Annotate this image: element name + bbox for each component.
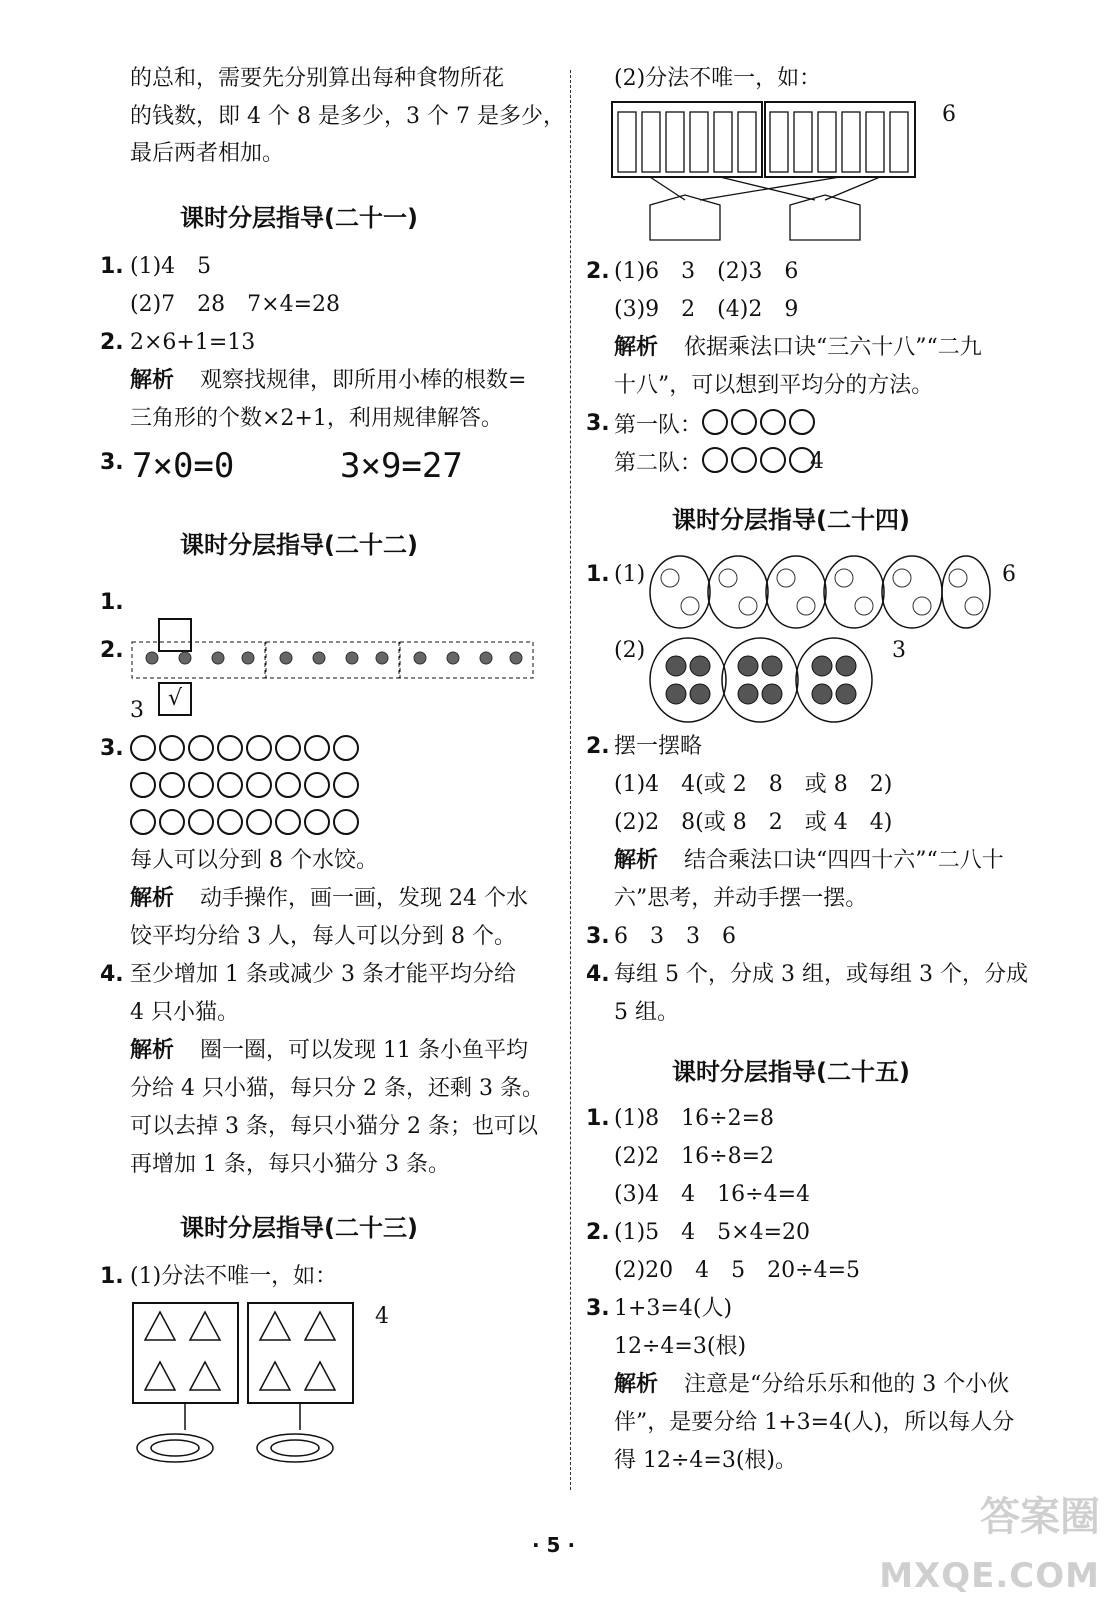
analysis-label: 解析	[614, 335, 659, 360]
answer-line: 2×6+1=13	[130, 330, 256, 355]
q-number: 1.	[100, 590, 124, 615]
analysis-label: 解析	[130, 886, 175, 911]
answer-line: 5 组。	[614, 1000, 679, 1025]
team-1	[614, 409, 818, 441]
team-1-label: 第一队：	[614, 413, 703, 438]
q-number: 1.	[586, 562, 610, 587]
watermark-logo: 答案圈	[980, 1494, 1100, 1540]
intro-line-2: 的钱数，即 4 个 8 是多少，3 个 7 是多少，	[130, 104, 565, 129]
oranges-grouping-figure	[648, 552, 993, 632]
analysis-text: 饺平均分给 3 人，每人可以分到 8 个。	[130, 924, 516, 949]
plants-grouping-figure	[130, 640, 535, 682]
q-number: 1.	[100, 1264, 124, 1289]
dumpling-row-2	[130, 772, 362, 804]
intro-line-3: 最后两者相加。	[130, 141, 285, 166]
section-title-25: 课时分层指导(二十五)	[672, 1058, 910, 1086]
answer-value: 6	[942, 102, 956, 127]
answer-line: 4 只小猫。	[130, 1000, 239, 1025]
answer-value: 4	[810, 449, 824, 474]
answer-value: 4	[375, 1304, 389, 1329]
analysis-label: 解析	[130, 368, 175, 393]
answer-line: (1)5 4 5×4=20	[614, 1220, 811, 1245]
q-number: 3.	[586, 924, 610, 949]
analysis-text: 依据乘法口诀“三六十八”“二九	[684, 335, 982, 360]
dumpling-row-3	[130, 809, 362, 841]
q-number: 4.	[100, 962, 124, 987]
section-title-24: 课时分层指导(二十四)	[672, 506, 910, 534]
answer-line: (2)2 8(或 8 2 或 4 4)	[614, 810, 893, 835]
answer-line: (1)6 3 (2)3 6	[614, 259, 799, 284]
analysis-text: 圈一圈，可以发现 11 条小鱼平均	[200, 1038, 528, 1063]
answer-line: (2)20 4 5 20÷4=5	[614, 1258, 861, 1283]
analysis-label: 解析	[614, 1372, 659, 1397]
analysis-text: 注意是“分给乐乐和他的 3 个小伙	[684, 1372, 1010, 1397]
q-number: 2.	[100, 330, 124, 355]
bottles-boxes-figure	[610, 100, 920, 250]
q-number: 3.	[100, 736, 124, 761]
analysis-text: 十八”，可以想到平均分的方法。	[614, 373, 934, 398]
answer-line: 至少增加 1 条或减少 3 条才能平均分给	[130, 962, 516, 987]
answer-line: (2)分法不唯一，如：	[614, 66, 822, 91]
watermelons-grouping-figure	[648, 636, 876, 724]
analysis-text: 分给 4 只小猫，每只分 2 条，还剩 3 条。	[130, 1076, 544, 1101]
answer-line: (1)4 4(或 2 8 或 8 2)	[614, 772, 893, 797]
sub-label: (1)	[614, 562, 646, 587]
answer-line: (1)分法不唯一，如：	[130, 1264, 338, 1289]
answer-line: (3)4 4 16÷4=4	[614, 1182, 811, 1207]
answer-value: 6	[1002, 562, 1016, 587]
answer-line: 每人可以分到 8 个水饺。	[130, 848, 378, 873]
analysis-text: 可以去掉 3 条，每只小猫分 2 条；也可以	[130, 1114, 538, 1139]
analysis-text: 六”思考，并动手摆一摆。	[614, 886, 868, 911]
answer-value: 3	[130, 698, 144, 723]
q-number: 1.	[586, 1106, 610, 1131]
answer-line: 摆一摆略	[614, 734, 703, 759]
analysis-text: 动手操作，画一画，发现 24 个水	[200, 886, 528, 911]
answer-line: (3)9 2 (4)2 9	[614, 297, 799, 322]
answer-line: 每组 5 个，分成 3 组，或每组 3 个，分成	[614, 962, 1028, 987]
analysis-text: 结合乘法口诀“四四十六”“二八十	[684, 848, 1004, 873]
answer-line: (1)4 5	[130, 254, 212, 279]
section-title-22: 课时分层指导(二十二)	[180, 531, 418, 559]
q-number: 3.	[586, 411, 610, 436]
q-number: 2.	[586, 734, 610, 759]
digital-equation: 7×0=0	[132, 446, 235, 486]
analysis-text: 得 12÷4=3(根)。	[614, 1448, 798, 1473]
zongzi-plates-figure	[130, 1300, 370, 1475]
checked-box: √	[158, 682, 192, 716]
watermark-url: MXQE.COM	[879, 1556, 1100, 1596]
q-number: 1.	[100, 254, 124, 279]
q-number: 2.	[586, 1220, 610, 1245]
q-number: 2.	[100, 638, 124, 663]
q-number: 4.	[586, 962, 610, 987]
q-number: 3.	[586, 1296, 610, 1321]
analysis-label: 解析	[130, 1038, 175, 1063]
analysis-label: 解析	[614, 848, 659, 873]
team-2	[614, 447, 818, 479]
column-divider	[570, 70, 571, 1490]
dumpling-row-1	[130, 735, 362, 767]
q-number: 2.	[586, 259, 610, 284]
page-number: · 5 ·	[532, 1533, 576, 1557]
team-2-label: 第二队：	[614, 451, 703, 476]
intro-line-1: 的总和，需要先分别算出每种食物所花	[130, 66, 505, 91]
answer-line: 12÷4=3(根)	[614, 1334, 747, 1359]
analysis-text: 三角形的个数×2+1，利用规律解答。	[130, 406, 503, 431]
sub-label: (2)	[614, 638, 646, 663]
analysis-text: 观察找规律，即所用小棒的根数=	[200, 368, 527, 393]
section-title-23: 课时分层指导(二十三)	[180, 1214, 418, 1242]
digital-equation: 3×9=27	[340, 446, 463, 486]
q-number: 3.	[100, 450, 124, 475]
answer-line: 6 3 3 6	[614, 924, 736, 949]
answer-line: (1)8 16÷2=8	[614, 1106, 775, 1131]
section-title-21: 课时分层指导(二十一)	[180, 204, 418, 232]
analysis-text: 伴”，是要分给 1+3=4(人)，所以每人分	[614, 1410, 1015, 1435]
analysis-text: 再增加 1 条，每只小猫分 3 条。	[130, 1152, 450, 1177]
answer-line: 1+3=4(人)	[614, 1296, 733, 1321]
answer-line: (2)7 28 7×4=28	[130, 292, 341, 317]
answer-line: (2)2 16÷8=2	[614, 1144, 775, 1169]
answer-value: 3	[892, 638, 906, 663]
